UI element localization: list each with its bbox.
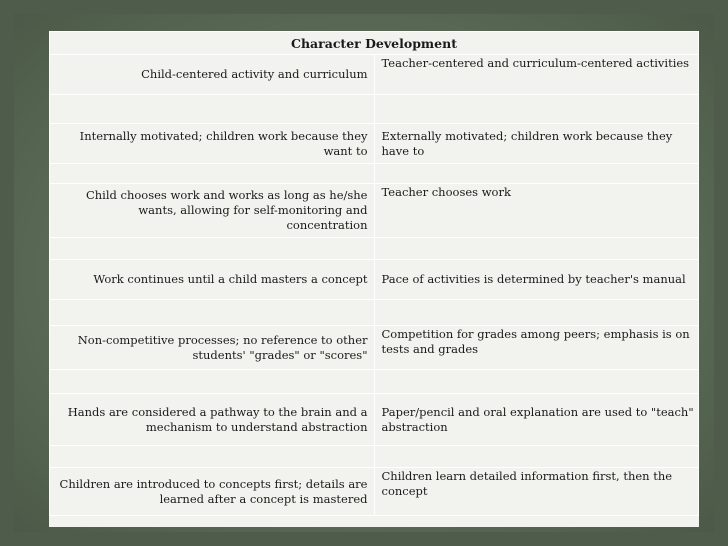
table-row xyxy=(50,184,699,238)
spacer-row xyxy=(50,300,699,326)
spacer-row xyxy=(50,446,699,468)
left-cell: Child chooses work and works as long as he/she wants, allowing for self-monitoring and concentration xyxy=(50,184,375,238)
left-cell: Hands are considered a pathway to the brain and a mechanism to understand abstraction xyxy=(50,394,375,446)
table-row xyxy=(50,468,699,516)
comparison-table xyxy=(49,31,699,516)
right-cell: Externally motivated; children work because they have to xyxy=(374,124,699,164)
left-cell: Non-competitive processes; no reference to other students' "grades" or "scores" xyxy=(50,326,375,370)
right-cell: Paper/pencil and oral explanation are used to "teach" abstraction xyxy=(374,394,699,446)
table-title: Character Development xyxy=(50,32,699,55)
comparison-table-container xyxy=(49,31,699,527)
spacer-row xyxy=(50,238,699,260)
right-cell: Pace of activities is determined by teacher's manual xyxy=(374,260,699,300)
table-row xyxy=(50,124,699,164)
table-row xyxy=(50,55,699,95)
left-cell: Children are introduced to concepts first; details are learned after a concept is mastered xyxy=(50,468,375,516)
right-cell: Teacher-centered and curriculum-centered activities xyxy=(374,55,699,95)
spacer-row xyxy=(50,95,699,124)
table-row xyxy=(50,394,699,446)
left-cell: Internally motivated; children work because they want to xyxy=(50,124,375,164)
right-cell: Competition for grades among peers; emphasis is on tests and grades xyxy=(374,326,699,370)
table-row xyxy=(50,326,699,370)
left-cell: Child-centered activity and curriculum xyxy=(50,55,375,95)
right-cell: Children learn detailed information first, then the concept xyxy=(374,468,699,516)
table-row xyxy=(50,260,699,300)
spacer-row xyxy=(50,370,699,394)
spacer-row xyxy=(50,164,699,184)
right-cell: Teacher chooses work xyxy=(374,184,699,238)
left-cell: Work continues until a child masters a concept xyxy=(50,260,375,300)
